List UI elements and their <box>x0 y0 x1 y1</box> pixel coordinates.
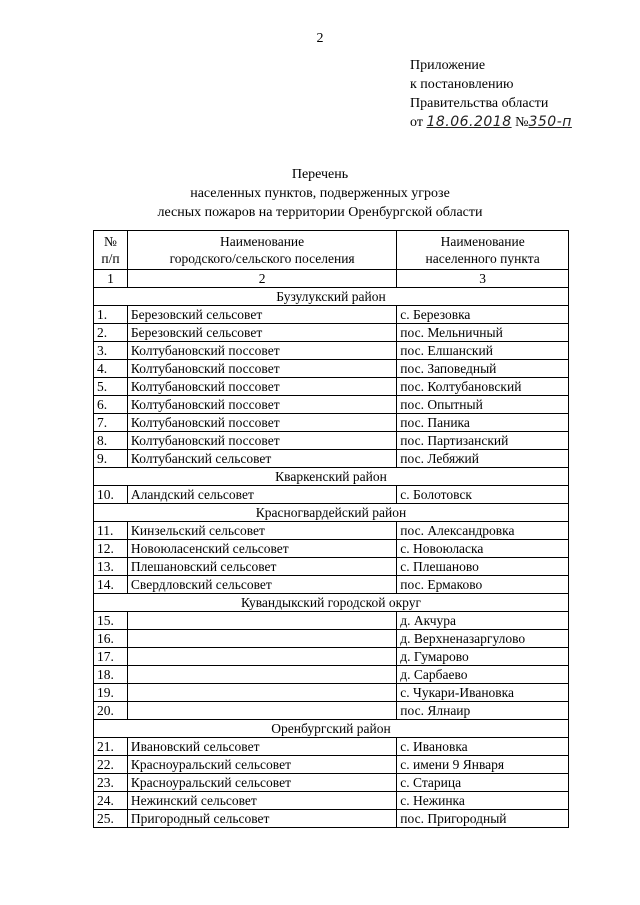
appendix-line-1: Приложение <box>410 58 486 73</box>
settlement-name <box>127 612 396 630</box>
region-name: Кувандыкский городской округ <box>94 594 569 612</box>
settlement-name: Плешановский сельсовет <box>127 558 396 576</box>
row-number: 8. <box>94 432 128 450</box>
table-row <box>94 540 569 558</box>
title-line-3: лесных пожаров на территории Оренбургской области <box>157 205 483 220</box>
table-row <box>94 576 569 594</box>
column-number: 1 <box>94 270 128 288</box>
row-number: 1. <box>94 306 128 324</box>
table-row <box>94 666 569 684</box>
settlement-name: Новоюласенский сельсовет <box>127 540 396 558</box>
header-locality: Наименование населенного пункта <box>397 231 569 270</box>
row-number: 5. <box>94 378 128 396</box>
title-line-2: населенных пунктов, подверженных угрозе <box>190 186 450 201</box>
header-settlement: Наименование городского/сельского поселения <box>127 231 396 270</box>
row-number: 11. <box>94 522 128 540</box>
locality-name: с. Болотовск <box>397 486 569 504</box>
handwritten-date: 18.06.2018 <box>426 114 512 130</box>
table-row <box>94 792 569 810</box>
region-name: Бузулукский район <box>94 288 569 306</box>
row-number: 22. <box>94 756 128 774</box>
table-row <box>94 342 569 360</box>
table-row <box>94 810 569 828</box>
page-number: 2 <box>316 31 324 46</box>
locality-name: пос. Ялнаир <box>397 702 569 720</box>
settlement-name: Красноуральский сельсовет <box>127 774 396 792</box>
row-number: 9. <box>94 450 128 468</box>
settlement-name: Пригородный сельсовет <box>127 810 396 828</box>
column-number: 2 <box>127 270 396 288</box>
locality-name: с. Нежинка <box>397 792 569 810</box>
table-row <box>94 396 569 414</box>
settlement-name: Кинзельский сельсовет <box>127 522 396 540</box>
table-row <box>94 522 569 540</box>
row-number: 17. <box>94 648 128 666</box>
settlement-name: Березовский сельсовет <box>127 306 396 324</box>
row-number: 4. <box>94 360 128 378</box>
table-row <box>94 324 569 342</box>
document-title <box>0 165 640 222</box>
locality-name: с. Чукари-Ивановка <box>397 684 569 702</box>
locality-name: д. Сарбаево <box>397 666 569 684</box>
table-row <box>94 756 569 774</box>
date-prefix: от <box>410 115 423 130</box>
settlement-name: Колтубановский поссовет <box>127 378 396 396</box>
settlement-name: Колтубановский поссовет <box>127 342 396 360</box>
row-number: 12. <box>94 540 128 558</box>
title-line-1: Перечень <box>291 167 349 182</box>
settlements-table <box>93 230 569 828</box>
row-number: 15. <box>94 612 128 630</box>
header-number: № п/п <box>94 231 128 270</box>
locality-name: с. Новоюласка <box>397 540 569 558</box>
settlement-name <box>127 648 396 666</box>
settlement-name: Колтубановский поссовет <box>127 432 396 450</box>
row-number: 14. <box>94 576 128 594</box>
table-row <box>94 612 569 630</box>
row-number: 19. <box>94 684 128 702</box>
table-row <box>94 360 569 378</box>
row-number: 7. <box>94 414 128 432</box>
row-number: 16. <box>94 630 128 648</box>
settlement-name: Колтубановский поссовет <box>127 396 396 414</box>
table-row <box>94 648 569 666</box>
locality-name: пос. Опытный <box>397 396 569 414</box>
region-row <box>94 504 569 522</box>
locality-name: пос. Пригородный <box>397 810 569 828</box>
row-number: 21. <box>94 738 128 756</box>
row-number: 18. <box>94 666 128 684</box>
row-number: 20. <box>94 702 128 720</box>
row-number: 3. <box>94 342 128 360</box>
region-row <box>94 288 569 306</box>
settlement-name <box>127 630 396 648</box>
appendix-line-3: Правительства области <box>410 96 549 111</box>
settlement-name <box>127 666 396 684</box>
locality-name: пос. Колтубановский <box>397 378 569 396</box>
locality-name: пос. Ермаково <box>397 576 569 594</box>
row-number: 24. <box>94 792 128 810</box>
number-sign: № <box>515 115 529 130</box>
row-number: 23. <box>94 774 128 792</box>
settlement-name: Колтубановский поссовет <box>127 360 396 378</box>
row-number: 25. <box>94 810 128 828</box>
table-row <box>94 432 569 450</box>
locality-name: д. Верхненазаргулово <box>397 630 569 648</box>
row-number: 13. <box>94 558 128 576</box>
table-header-row <box>94 231 569 270</box>
table-row <box>94 630 569 648</box>
locality-name: пос. Мельничный <box>397 324 569 342</box>
column-number-row <box>94 270 569 288</box>
locality-name: пос. Лебяжий <box>397 450 569 468</box>
settlement-name <box>127 702 396 720</box>
settlement-name: Свердловский сельсовет <box>127 576 396 594</box>
row-number: 6. <box>94 396 128 414</box>
table-row <box>94 774 569 792</box>
locality-name: с. Ивановка <box>397 738 569 756</box>
locality-name: с. Плешаново <box>397 558 569 576</box>
table-row <box>94 414 569 432</box>
column-number: 3 <box>397 270 569 288</box>
settlement-name: Нежинский сельсовет <box>127 792 396 810</box>
table-row <box>94 486 569 504</box>
settlement-name: Красноуральский сельсовет <box>127 756 396 774</box>
region-name: Красногвардейский район <box>94 504 569 522</box>
table-row <box>94 684 569 702</box>
table-row <box>94 702 569 720</box>
appendix-date-line <box>410 113 572 132</box>
locality-name: с. имени 9 Января <box>397 756 569 774</box>
table-row <box>94 450 569 468</box>
locality-name: пос. Паника <box>397 414 569 432</box>
settlement-name: Ивановский сельсовет <box>127 738 396 756</box>
table-body <box>94 288 569 828</box>
table-row <box>94 558 569 576</box>
locality-name: пос. Заповедный <box>397 360 569 378</box>
settlement-name: Аландский сельсовет <box>127 486 396 504</box>
table-row <box>94 378 569 396</box>
region-row <box>94 594 569 612</box>
row-number: 10. <box>94 486 128 504</box>
row-number: 2. <box>94 324 128 342</box>
settlement-name: Колтубановский поссовет <box>127 414 396 432</box>
handwritten-number: 350-п <box>528 114 572 130</box>
locality-name: д. Акчура <box>397 612 569 630</box>
appendix-block <box>410 56 572 132</box>
locality-name: с. Старица <box>397 774 569 792</box>
locality-name: пос. Партизанский <box>397 432 569 450</box>
locality-name: с. Березовка <box>397 306 569 324</box>
region-name: Кваркенский район <box>94 468 569 486</box>
settlement-name: Березовский сельсовет <box>127 324 396 342</box>
locality-name: д. Гумарово <box>397 648 569 666</box>
table-row <box>94 306 569 324</box>
region-row <box>94 720 569 738</box>
appendix-line-2: к постановлению <box>410 77 514 92</box>
locality-name: пос. Александровка <box>397 522 569 540</box>
settlement-name: Колтубанский сельсовет <box>127 450 396 468</box>
region-name: Оренбургский район <box>94 720 569 738</box>
settlement-name <box>127 684 396 702</box>
region-row <box>94 468 569 486</box>
table-row <box>94 738 569 756</box>
locality-name: пос. Елшанский <box>397 342 569 360</box>
